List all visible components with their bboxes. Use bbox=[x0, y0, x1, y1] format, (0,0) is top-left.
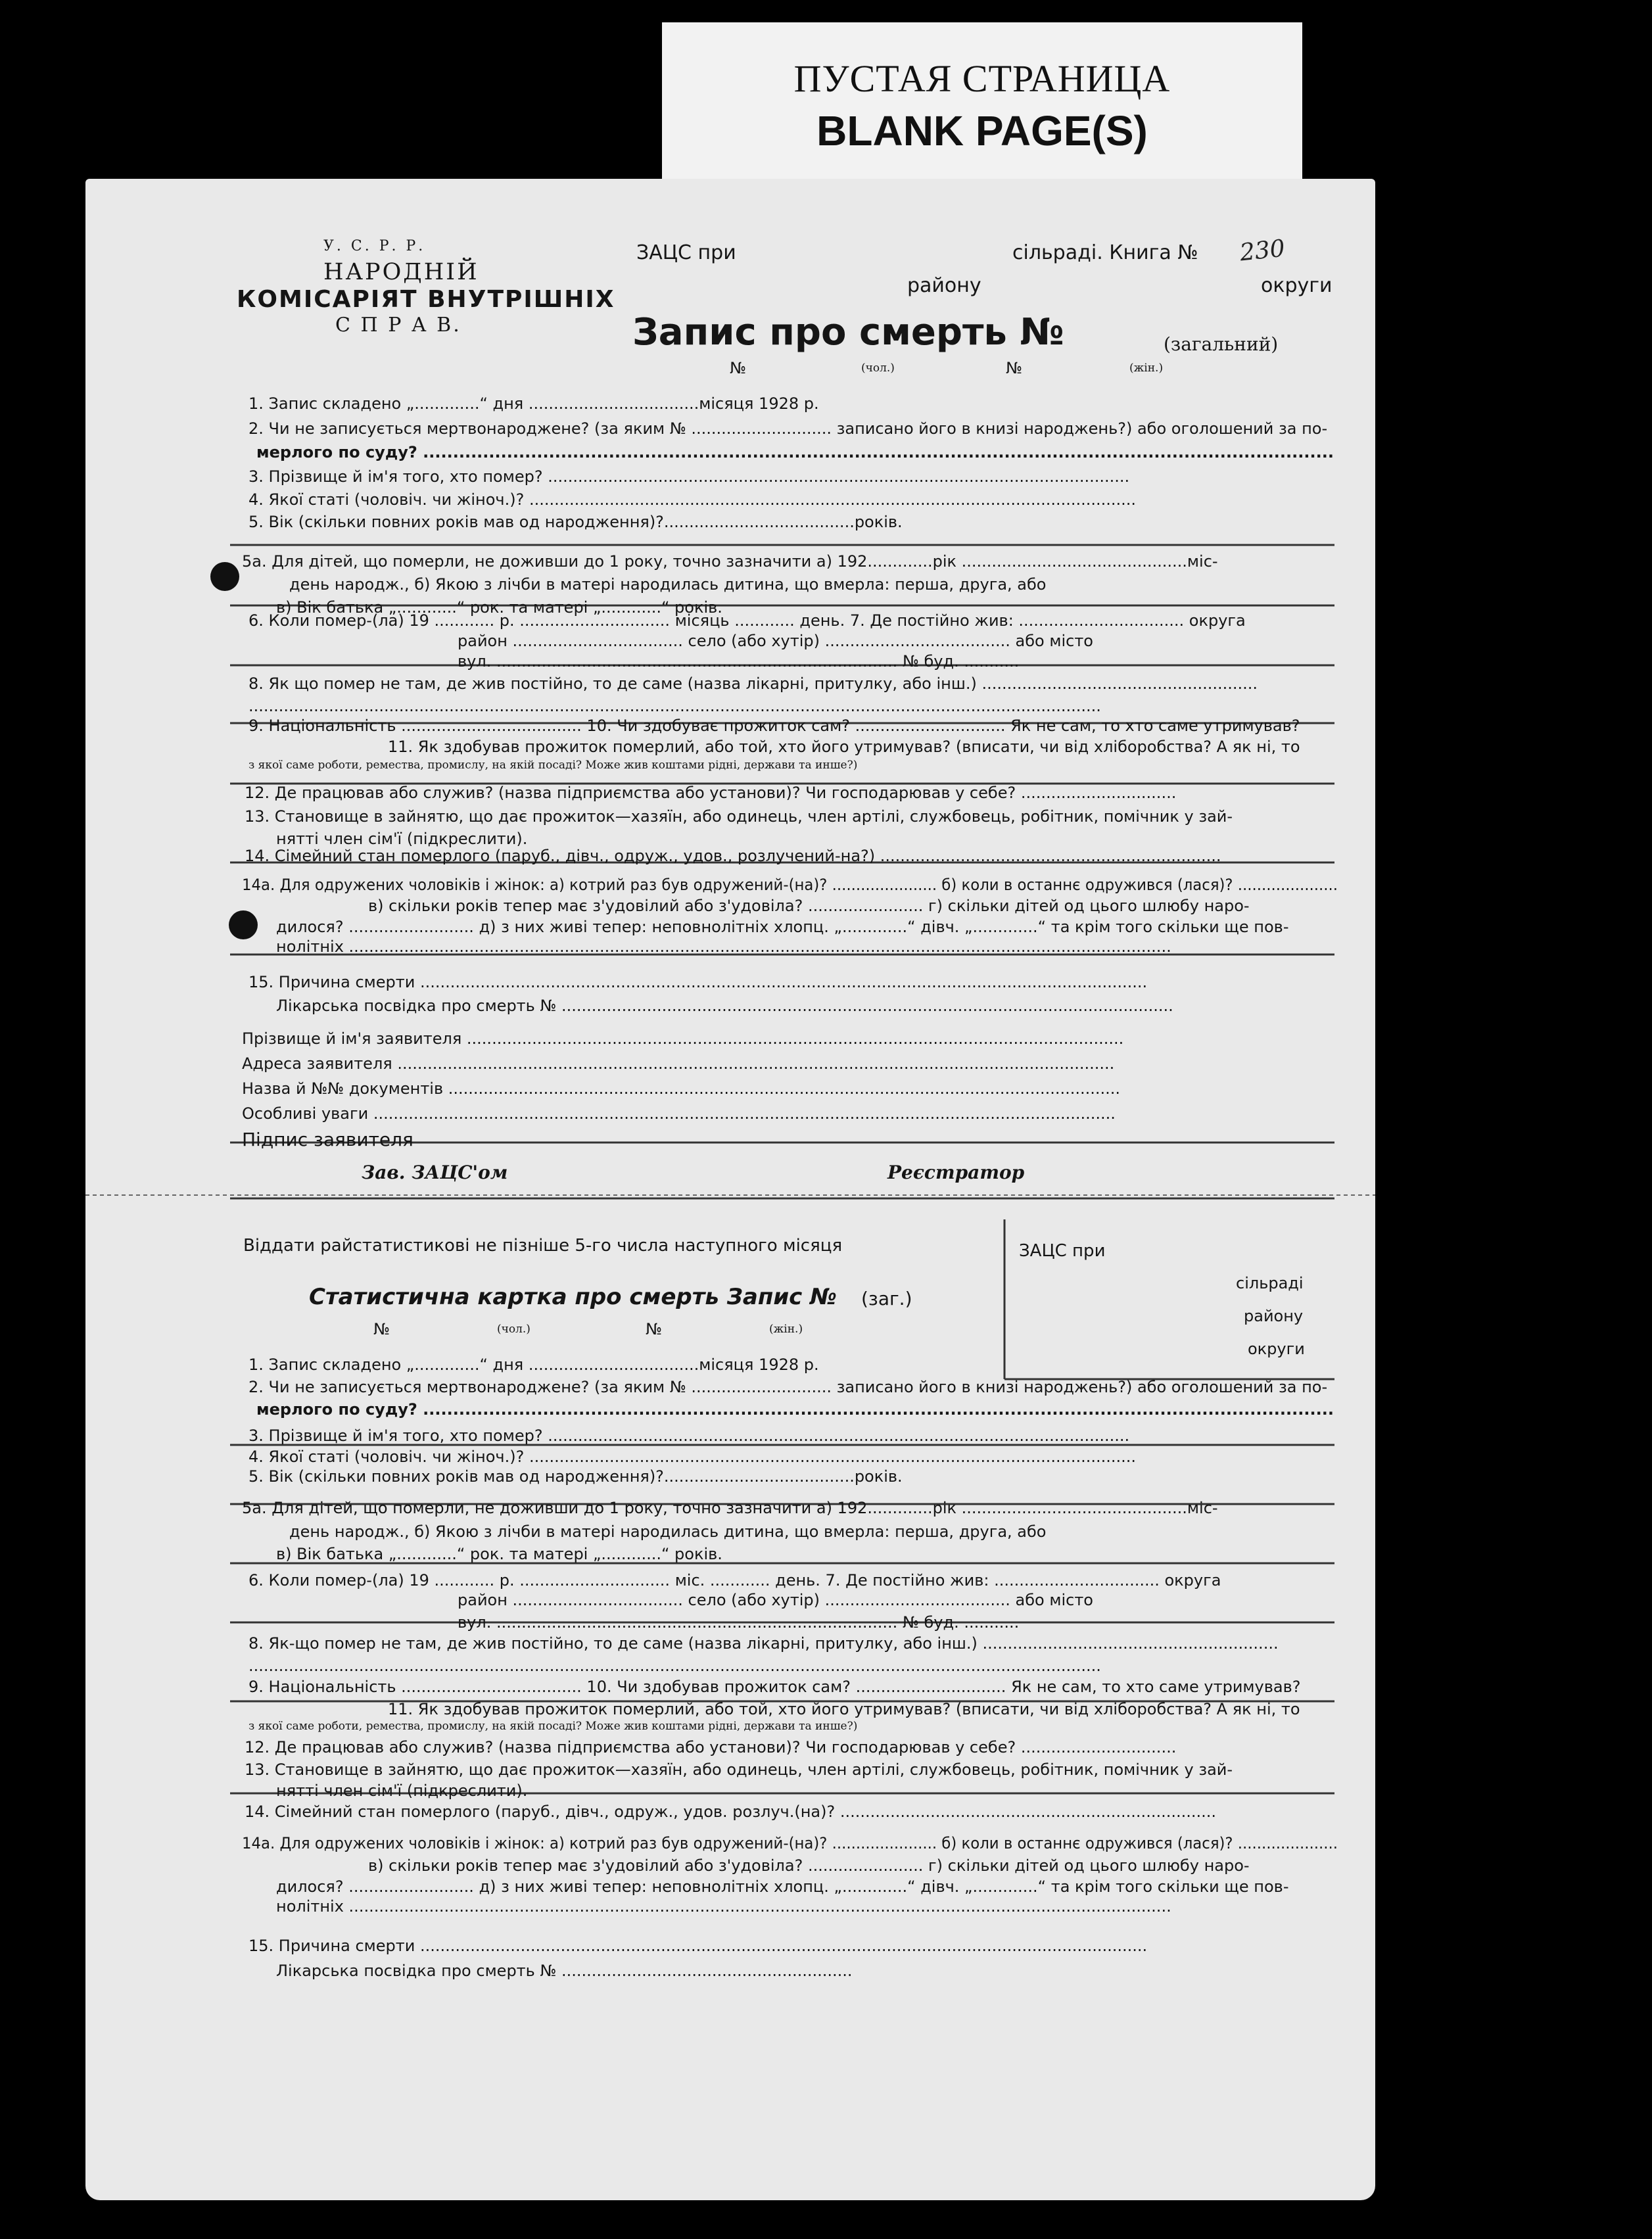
top-line-14: 14. Сімейний стан померлого (паруб., дівч., одруж., удов., розлучений-на?) .................................................................... bbox=[245, 847, 1221, 865]
top-line-8b: .......................................................................................................................................................................... bbox=[248, 697, 1101, 715]
top-line-14a: 14а. Для одружених чоловіків і жінок: а) котрий раз був одружений-(на)? ...................... б) коли в останнє одружився (лася)? ..................... bbox=[242, 876, 1338, 894]
bottom-line-13b: нятті член сім'ї (підкреслити). bbox=[276, 1781, 528, 1800]
top-line-6c: вул. ................................................................................ № буд. ........... bbox=[458, 652, 1020, 671]
top-line-6: 6. Коли помер-(ла) 19 ............ р. .............................. місяць ............ день. 7. Де постійно жив: ................................. округа bbox=[248, 611, 1246, 630]
blank-page-label-en: BLANK PAGE(S) bbox=[816, 107, 1148, 154]
head-clerk-signature: Зав. ЗАЦС'ом bbox=[362, 1162, 508, 1183]
bottom-line-11: 11. Як здобував прожиток померлий, або той, хто його утримував? (вписати, чи від хліборобства? А як ні, то bbox=[388, 1700, 1300, 1718]
male-label: (чол.) bbox=[861, 362, 895, 375]
top-line-14a-d: нолітніх .................................................................................................................................................................... bbox=[276, 937, 1171, 956]
bottom-no-male: № bbox=[373, 1320, 390, 1338]
bottom-line-13: 13. Становище в зайнятю, що дає прожиток—хазяїн, або одинець, член артілі, службовець, робітник, помічник у зай- bbox=[245, 1760, 1233, 1779]
stat-card-title: Статистична картка про смерть Запис № bbox=[309, 1284, 838, 1310]
applicant-address: Адреса заявителя ............................................................................................................................................... bbox=[242, 1054, 1115, 1073]
bottom-line-12: 12. Де працював або служив? (назва підприємства або установи)? Чи господарював у себе? ............................... bbox=[245, 1738, 1177, 1756]
deadline-note: Віддати райстатистикові не пізніше 5-го числа наступного місяця bbox=[243, 1236, 843, 1256]
blank-page-label-ru: ПУСТАЯ СТРАНИЦА bbox=[793, 57, 1171, 100]
bottom-line-6b: район .................................. село (або хутір) ..................................... або місто bbox=[458, 1591, 1093, 1609]
top-line-15b: Лікарська посвідка про смерть № .......................................................................................................................... bbox=[276, 997, 1173, 1015]
box-okruhy: округи bbox=[1248, 1340, 1305, 1358]
top-line-5a-b: день народж., б) Якою з лічби в матері народилась дитина, що вмерла: перша, друга, або bbox=[289, 575, 1047, 594]
bottom-line-3: 3. Прізвище й ім'я того, хто помер? .................................................................................................................... bbox=[248, 1426, 1130, 1445]
bottom-line-8b: .......................................................................................................................................................................... bbox=[248, 1657, 1101, 1675]
book-number-handwritten: 230 bbox=[1238, 235, 1286, 267]
bottom-line-15b: Лікарська посвідка про смерть № .......................................................... bbox=[276, 1962, 853, 1980]
bottom-line-15: 15. Причина смерти ................................................................................................................................................. bbox=[248, 1937, 1148, 1955]
bottom-line-5: 5. Вік (скільки повних років мав од народження)?......................................років. bbox=[248, 1467, 903, 1486]
form-page bbox=[85, 179, 1375, 2200]
bottom-line-9: 9. Національність .................................... 10. Чи здобував прожиток сам? .............................. Як не сам, то хто саме утримував? bbox=[248, 1678, 1301, 1696]
bottom-line-1: 1. Запис складено „.............“ дня ..................................місяця 1928 р. bbox=[248, 1355, 819, 1374]
stat-card-zah: (заг.) bbox=[861, 1288, 912, 1309]
top-line-6b: район .................................. село (або хутір) ..................................... або місто bbox=[458, 632, 1093, 650]
special-notes: Особливі уваги .................................................................................................................................................... bbox=[242, 1104, 1116, 1123]
bottom-line-2b: мерлого по суду? ........................................................................................................................................................ bbox=[256, 1400, 1334, 1419]
header-usrr: У. С. Р. Р. bbox=[323, 238, 426, 254]
bottom-line-6c: вул. ................................................................................ № буд. ........... bbox=[458, 1613, 1020, 1632]
top-line-12: 12. Де працював або служив? (назва підприємства або установи)? Чи господарював у себе? ............................... bbox=[245, 784, 1177, 802]
top-line-15: 15. Причина смерти ................................................................................................................................................. bbox=[248, 973, 1148, 991]
bottom-line-5a-c: в) Вік батька „............“ рок. та матері „............“ років. bbox=[276, 1545, 722, 1563]
applicant-name: Прізвище й ім'я заявителя ................................................................................................................................... bbox=[242, 1029, 1124, 1048]
box-zags: ЗАЦС при bbox=[1019, 1241, 1106, 1261]
top-line-14a-c: дилося? ......................... д) з них живі тепер: неповнолітніх хлопц. „.............“ дівч. „.............“ та крім того скільки ще пов- bbox=[276, 918, 1289, 936]
bottom-line-14a-c: дилося? ......................... д) з них живі тепер: неповнолітніх хлопц. „.............“ дівч. „.............“ та крім того скільки ще пов- bbox=[276, 1877, 1289, 1896]
zags-pry: ЗАЦС при bbox=[636, 241, 736, 264]
no-male: № bbox=[730, 359, 746, 377]
top-line-5a-c: в) Вік батька „............“ рок. та матері „............“ років. bbox=[276, 598, 722, 617]
no-female: № bbox=[1006, 359, 1022, 377]
top-line-13b: нятті член сім'ї (підкреслити). bbox=[276, 830, 528, 848]
top-line-11b: з якої саме роботи, ремества, промислу, на якій посаді? Може жив коштами рідні, держави та инше?) bbox=[248, 759, 858, 772]
bottom-line-14a: 14а. Для одружених чоловіків і жінок: а) котрий раз був одружений-(на)? ...................... б) коли в останнє одружився (лася)? ..................... bbox=[242, 1834, 1338, 1852]
applicant-signature: Підпис заявителя bbox=[242, 1129, 413, 1150]
top-line-14a-b: в) скільки років тепер має з'удовілий або з'удовіла? ....................... г) скільки дітей од цього шлюбу наро- bbox=[368, 897, 1250, 915]
top-okruhy: округи bbox=[1261, 274, 1333, 297]
top-line-11: 11. Як здобував прожиток померлий, або той, хто його утримував? (вписати, чи від хліборобства? А як ні, то bbox=[388, 738, 1300, 756]
bottom-line-14a-b: в) скільки років тепер має з'удовілий або з'удовіла? ....................... г) скільки дітей од цього шлюбу наро- bbox=[368, 1856, 1250, 1875]
top-line-4: 4. Якої статі (чоловіч. чи жіноч.)? ......................................................................................................................... bbox=[248, 490, 1137, 509]
bottom-line-8: 8. Як-що помер не там, де жив постійно, то де саме (назва лікарні, притулку, або інш.) ........................................................... bbox=[248, 1634, 1279, 1653]
bottom-line-14: 14. Сімейний стан померлого (паруб., дівч., одруж., удов. розлуч.(на)? ........................................................................... bbox=[245, 1803, 1216, 1821]
top-line-1: 1. Запис складено „.............“ дня ..................................місяця 1928 р. bbox=[248, 394, 819, 413]
top-line-2b: мерлого по суду? ........................................................................................................................................................ bbox=[256, 443, 1334, 461]
top-line-5a: 5а. Для дітей, що померли, не доживши до 1 року, точно зазначити а) 192.............рік .............................................міс- bbox=[242, 552, 1218, 571]
bottom-line-2: 2. Чи не записується мертвонароджене? (за яким № ............................ записано його в книзі народжень?) або оголошений за по- bbox=[248, 1378, 1328, 1396]
top-line-8: 8. Як що помер не там, де жив постійно, то де саме (назва лікарні, притулку, або інш.) ....................................................... bbox=[248, 674, 1258, 693]
bottom-line-11b: з якої саме роботи, ремества, промислу, на якій посаді? Може жив коштами рідні, держави та инше?) bbox=[248, 1720, 858, 1733]
bottom-line-6: 6. Коли помер-(ла) 19 ............ р. .............................. міс. ............ день. 7. Де постійно жив: ................................. округа bbox=[248, 1571, 1221, 1590]
bottom-line-14a-d: нолітніх .................................................................................................................................................................... bbox=[276, 1897, 1171, 1916]
header-affairs: С П Р А В. bbox=[335, 314, 461, 337]
bottom-line-5a: 5а. Для дітей, що померли, не доживши до 1 року, точно зазначити а) 192.............рік .............................................міс- bbox=[242, 1499, 1218, 1517]
top-line-3: 3. Прізвище й ім'я того, хто помер? .................................................................................................................... bbox=[248, 467, 1130, 486]
box-silradi: сільраді bbox=[1236, 1274, 1304, 1292]
female-label: (жін.) bbox=[1129, 362, 1164, 375]
registrar-signature: Реєстратор bbox=[887, 1162, 1025, 1183]
top-line-13: 13. Становище в зайнятю, що дає прожиток—хазяїн, або одинець, член артілі, службовець, робітник, помічник у зай- bbox=[245, 807, 1233, 826]
top-line-9: 9. Національність .................................... 10. Чи здобуває прожиток сам? .............................. Як не сам, то хто саме утримував? bbox=[248, 717, 1300, 735]
top-line-5: 5. Вік (скільки повних років мав од народження)?......................................років. bbox=[248, 513, 903, 531]
top-raionu: району bbox=[907, 274, 981, 297]
bottom-no-female: № bbox=[646, 1320, 662, 1338]
bottom-line-5a-b: день народж., б) Якою з лічби в матері народилась дитина, що вмерла: перша, друга, або bbox=[289, 1522, 1047, 1541]
header-people: НАРОДНІЙ bbox=[323, 259, 479, 285]
bottom-male-label: (чол.) bbox=[497, 1323, 531, 1336]
bottom-female-label: (жін.) bbox=[769, 1323, 803, 1336]
bottom-line-4: 4. Якої статі (чоловіч. чи жіноч.)? ......................................................................................................................... bbox=[248, 1448, 1137, 1466]
death-record-title: Запис про смерть № bbox=[632, 311, 1064, 354]
zahalnyi-label: (загальний) bbox=[1164, 333, 1279, 355]
silradi-book: сільраді. Книга № bbox=[1012, 241, 1198, 264]
box-raionu: району bbox=[1244, 1307, 1304, 1325]
top-line-2: 2. Чи не записується мертвонароджене? (за яким № ............................ записано його в книзі народжень?) або оголошений за по- bbox=[248, 419, 1328, 438]
documents: Назва й №№ документів ...................................................................................................................................... bbox=[242, 1079, 1121, 1098]
blank-page-label bbox=[662, 22, 1302, 179]
header-commissariat: КОМІСАРІЯТ ВНУТРІШНІХ bbox=[237, 286, 615, 313]
